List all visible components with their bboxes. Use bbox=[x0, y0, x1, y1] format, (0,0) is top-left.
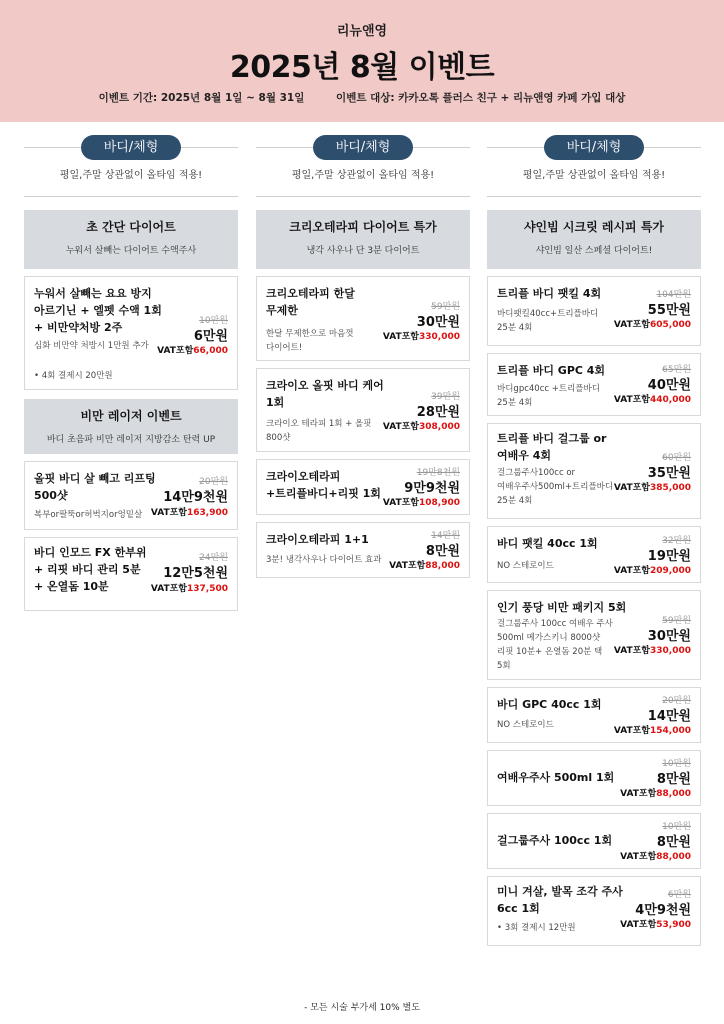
sale-price: 8만원 bbox=[656, 835, 691, 850]
original-price: 104만원 bbox=[656, 290, 691, 300]
sale-price: 8만원 bbox=[425, 544, 460, 559]
category-pill: 바디/체형 bbox=[313, 135, 413, 160]
category-header bbox=[256, 132, 470, 162]
original-price: 6만원 bbox=[667, 890, 691, 900]
product-name: 트리플 바디 걸그룹 or 여배우 4회 bbox=[497, 432, 607, 462]
sale-price: 28만원 bbox=[416, 405, 460, 420]
product-desc: 걸그룹주사 100cc 여배우 주사 500ml 메가스키니 8000샷 리핏 10분+ 온열돔 20분 택 5회 bbox=[497, 619, 613, 671]
original-price: 19만8천원 bbox=[416, 468, 460, 478]
event-header bbox=[0, 0, 724, 122]
vat-amount: 154,000 bbox=[650, 726, 691, 736]
event-period: 이벤트 기간: 2025년 8월 1일 ~ 8월 31일 bbox=[98, 92, 305, 104]
product-card[interactable] bbox=[487, 590, 701, 680]
vat-amount: 330,000 bbox=[650, 646, 691, 656]
product-name: 크라이오테라피 +트리플바디+리핏 1회 bbox=[266, 470, 381, 500]
section-subtitle: 누워서 살빼는 다이어트 수액주사 bbox=[65, 246, 197, 256]
section-subtitle: 샤인빔 일산 스페셜 다이어트! bbox=[535, 246, 653, 256]
section-header bbox=[487, 210, 701, 269]
product-card[interactable] bbox=[487, 687, 701, 743]
vat-label: VAT포함 bbox=[382, 498, 419, 508]
sale-price: 8만원 bbox=[656, 772, 691, 787]
vat-label: VAT포함 bbox=[613, 566, 650, 576]
product-desc: • 3회 결제시 12만원 bbox=[497, 923, 576, 933]
product-card[interactable] bbox=[487, 876, 701, 946]
section-title: 크리오테라피 다이어트 특가 bbox=[289, 220, 437, 234]
vat-label: VAT포함 bbox=[613, 483, 650, 493]
product-card[interactable] bbox=[256, 459, 470, 515]
product-name: 크라이오테라피 1+1 bbox=[266, 533, 369, 546]
divider bbox=[256, 196, 470, 197]
sale-price: 6만원 bbox=[193, 329, 228, 344]
product-name: 크리오테라피 한달 무제한 bbox=[266, 287, 355, 317]
sale-price: 35만원 bbox=[647, 466, 691, 481]
vat-amount: 209,000 bbox=[650, 566, 691, 576]
product-desc: 한달 무제한으로 마음껏 다이어트! bbox=[266, 329, 354, 353]
product-card[interactable] bbox=[487, 276, 701, 346]
divider bbox=[487, 196, 701, 197]
product-name: 바디 GPC 40cc 1회 bbox=[497, 698, 602, 711]
section-header bbox=[24, 210, 238, 269]
sale-price: 12만5천원 bbox=[163, 566, 228, 581]
vat-price bbox=[389, 558, 460, 571]
category-header bbox=[24, 132, 238, 162]
vat-label: VAT포함 bbox=[613, 646, 650, 656]
product-card[interactable] bbox=[256, 368, 470, 452]
product-name: 올핏 바디 살 빼고 리프팅 500샷 bbox=[34, 472, 156, 502]
vat-amount: 330,000 bbox=[419, 332, 460, 342]
original-price: 20만원 bbox=[199, 477, 228, 487]
product-name: 트리플 바디 팻킬 4회 bbox=[497, 287, 602, 300]
product-card[interactable] bbox=[256, 276, 470, 361]
product-card[interactable] bbox=[24, 461, 238, 530]
category-pill: 바디/체형 bbox=[81, 135, 181, 160]
product-name: 미니 겨살, 발목 조각 주사 6cc 1회 bbox=[497, 885, 623, 915]
vat-amount: 66,000 bbox=[193, 346, 228, 356]
vat-price bbox=[157, 343, 228, 356]
vat-label: VAT포함 bbox=[620, 920, 657, 930]
vat-label: VAT포함 bbox=[150, 508, 187, 518]
sale-price: 14만원 bbox=[647, 709, 691, 724]
vat-price bbox=[620, 849, 691, 862]
vat-price bbox=[620, 786, 691, 799]
category-note: 평일,주말 상관없이 올타임 적용! bbox=[59, 170, 203, 181]
section-subtitle: 냉각 사우나 단 3분 다이어트 bbox=[306, 246, 420, 256]
product-desc: NO 스테로이드 bbox=[497, 720, 554, 730]
vat-price bbox=[383, 495, 460, 508]
original-price: 59만원 bbox=[662, 616, 691, 626]
product-desc: NO 스테로이드 bbox=[497, 561, 554, 571]
section-header bbox=[24, 399, 238, 454]
sale-price: 4만9천원 bbox=[635, 903, 691, 918]
column-1 bbox=[24, 132, 238, 611]
vat-amount: 308,000 bbox=[419, 422, 460, 432]
product-name: 걸그룹주사 100cc 1회 bbox=[497, 834, 613, 847]
category-header bbox=[487, 132, 701, 162]
column-3 bbox=[487, 132, 701, 946]
section-title: 비만 레이저 이벤트 bbox=[80, 409, 182, 423]
product-card[interactable] bbox=[487, 750, 701, 806]
vat-price bbox=[383, 329, 460, 342]
product-card[interactable] bbox=[487, 353, 701, 416]
product-name: 누워서 살빼는 요요 방지 아르기닌 + 엘펫 수액 1회 + 비만약처방 2주 bbox=[34, 287, 162, 334]
vat-amount: 605,000 bbox=[650, 320, 691, 330]
original-price: 59만원 bbox=[431, 302, 460, 312]
divider bbox=[24, 196, 238, 197]
original-price: 10만원 bbox=[662, 759, 691, 769]
vat-price bbox=[614, 563, 691, 576]
vat-price bbox=[614, 480, 691, 493]
section-title: 초 간단 다이어트 bbox=[86, 220, 176, 234]
column-2 bbox=[256, 132, 470, 578]
product-desc: 걸그룹주사100cc or 여배우주사500ml+트리플바디 25분 4회 bbox=[497, 468, 614, 506]
category-note: 평일,주말 상관없이 올타임 적용! bbox=[291, 170, 435, 181]
vat-label: VAT포함 bbox=[382, 422, 419, 432]
vat-price bbox=[151, 505, 228, 518]
vat-price bbox=[614, 723, 691, 736]
event-info bbox=[0, 90, 724, 105]
sale-price: 40만원 bbox=[647, 378, 691, 393]
original-price: 24만원 bbox=[199, 553, 228, 563]
original-price: 65만원 bbox=[662, 365, 691, 375]
product-desc: 복부or팔뚝or허벅지or엉밑살 bbox=[34, 510, 143, 520]
section-header bbox=[256, 210, 470, 269]
product-desc: 바디팻킬40cc+트리플바디 25분 4회 bbox=[497, 309, 599, 333]
original-price: 14만원 bbox=[431, 531, 460, 541]
product-name: 인기 풍당 비만 패키지 5회 bbox=[497, 601, 627, 614]
event-target: 이벤트 대상: 카카오톡 플러스 친구 + 리뉴앤영 카페 가입 대상 bbox=[336, 92, 626, 104]
original-price: 10만원 bbox=[662, 822, 691, 832]
vat-label: VAT포함 bbox=[620, 852, 657, 862]
product-name: 바디 인모드 FX 한부위 + 리핏 바디 관리 5분 + 온열돔 10분 bbox=[34, 546, 147, 593]
vat-amount: 88,000 bbox=[656, 852, 691, 862]
vat-amount: 137,500 bbox=[187, 584, 228, 594]
vat-label: VAT포함 bbox=[389, 561, 426, 571]
product-desc: 3분! 냉각사우나 다이어트 효과 bbox=[266, 555, 382, 565]
product-desc: 바디gpc40cc +트리플바디 25분 4회 bbox=[497, 384, 600, 408]
vat-amount: 440,000 bbox=[650, 395, 691, 405]
vat-price bbox=[620, 917, 691, 930]
section-title: 샤인빔 시크릿 레시피 특가 bbox=[523, 220, 665, 234]
sale-price: 14만9천원 bbox=[163, 490, 228, 505]
sale-price: 9만9천원 bbox=[404, 481, 460, 496]
original-price: 10만원 bbox=[199, 316, 228, 326]
vat-label: VAT포함 bbox=[620, 789, 657, 799]
vat-amount: 88,000 bbox=[425, 561, 460, 571]
vat-label: VAT포함 bbox=[613, 320, 650, 330]
product-name: 크라이오 올핏 바디 케어 1회 bbox=[266, 379, 384, 409]
vat-price bbox=[151, 581, 228, 594]
product-name: 여배우주사 500ml 1회 bbox=[497, 771, 615, 784]
product-card[interactable] bbox=[487, 423, 701, 519]
category-note: 평일,주말 상관없이 올타임 적용! bbox=[522, 170, 666, 181]
vat-price bbox=[614, 392, 691, 405]
product-note: • 4회 결제시 20만원 bbox=[34, 371, 113, 381]
brand-name: 리뉴앤영 bbox=[336, 24, 388, 39]
footer-note: - 모든 시술 부가세 10% 별도 bbox=[304, 1003, 420, 1013]
vat-amount: 163,900 bbox=[187, 508, 228, 518]
sale-price: 19만원 bbox=[647, 549, 691, 564]
vat-label: VAT포함 bbox=[613, 726, 650, 736]
vat-price bbox=[614, 643, 691, 656]
vat-amount: 108,900 bbox=[419, 498, 460, 508]
section-subtitle: 바디 초음파 비만 레이저 지방감소 탄력 UP bbox=[46, 435, 216, 445]
product-desc: 크라이오 테라피 1회 + 올핏 800샷 bbox=[266, 419, 372, 443]
original-price: 60만원 bbox=[662, 453, 691, 463]
page-title: 2025년 8월 이벤트 bbox=[229, 50, 495, 85]
sale-price: 30만원 bbox=[416, 315, 460, 330]
vat-label: VAT포함 bbox=[157, 346, 194, 356]
product-card[interactable] bbox=[487, 813, 701, 869]
sale-price: 55만원 bbox=[647, 303, 691, 318]
original-price: 32만원 bbox=[662, 536, 691, 546]
original-price: 39만원 bbox=[431, 392, 460, 402]
vat-label: VAT포함 bbox=[382, 332, 419, 342]
category-pill: 바디/체형 bbox=[544, 135, 644, 160]
product-name: 트리플 바디 GPC 4회 bbox=[497, 364, 606, 377]
product-card[interactable] bbox=[24, 537, 238, 611]
vat-price bbox=[614, 317, 691, 330]
vat-amount: 385,000 bbox=[650, 483, 691, 493]
vat-label: VAT포함 bbox=[150, 584, 187, 594]
vat-amount: 53,900 bbox=[656, 920, 691, 930]
vat-label: VAT포함 bbox=[613, 395, 650, 405]
product-desc: 심화 비만약 처방시 1만원 추가 bbox=[34, 341, 149, 351]
vat-price bbox=[383, 419, 460, 432]
sale-price: 30만원 bbox=[647, 629, 691, 644]
vat-amount: 88,000 bbox=[656, 789, 691, 799]
product-card[interactable] bbox=[24, 276, 238, 390]
original-price: 20만원 bbox=[662, 696, 691, 706]
product-card[interactable] bbox=[256, 522, 470, 578]
product-name: 바디 팻킬 40cc 1회 bbox=[497, 537, 598, 550]
product-card[interactable] bbox=[487, 526, 701, 583]
